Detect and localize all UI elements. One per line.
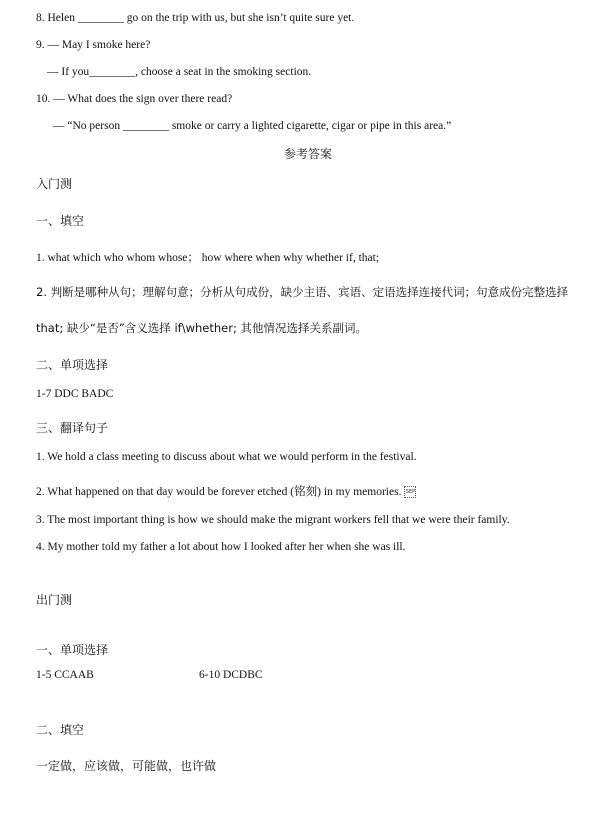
fill-blank-item-1: 1. what which who whom whose； how where when why whether if, that; [36, 252, 380, 264]
translation-sentence-2-text: 2. What happened on that day would be forever etched (铭刻) in my memories. [36, 486, 402, 498]
multiple-choice-heading: 二、单项选择 [36, 358, 109, 372]
translation-sentence-4: 4. My mother told my father a lot about how I looked after her when she was ill. [36, 541, 406, 553]
fill-blank-item-2: 2. 判断是哪种从句；理解句意；分析从句成份，缺少主语、宾语、定语选择连接代词；句意成份完整选择 [36, 285, 569, 299]
exit-test-heading: 出门测 [36, 593, 73, 607]
question-10-reply: — “No person ________ smoke or carry a lighted cigarette, cigar or pipe in this area.” [53, 120, 452, 132]
exit-fill-blank-heading: 二、填空 [36, 723, 85, 737]
separator-mark-icon: SEP [404, 486, 416, 498]
multiple-choice-answers: 1-7 DDC BADC [36, 388, 114, 400]
question-10: 10. — What does the sign over there read? [36, 93, 233, 105]
translation-sentence-3: 3. The most important thing is how we should make the migrant workers fell that we were their family. [36, 514, 510, 526]
translation-heading: 三、翻译句子 [36, 421, 109, 435]
exit-multiple-choice-heading: 一、单项选择 [36, 643, 109, 657]
translation-sentence-2 [36, 483, 416, 499]
question-9-reply: — If you________, choose a seat in the smoking section. [47, 66, 312, 78]
exit-fill-blank-answer: 一定做，应该做，可能做，也许做 [36, 759, 217, 773]
question-9: 9. — May I smoke here? [36, 39, 151, 51]
entry-test-heading: 入门测 [36, 177, 73, 191]
fill-blank-item-2-continued: that; 缺少“是否”含义选择 if\whether; 其他情况选择关系副词。 [36, 321, 367, 335]
translation-sentence-1: 1. We hold a class meeting to discuss about what we would perform in the festival. [36, 451, 417, 463]
question-8: 8. Helen ________ go on the trip with us, but she isn’t quite sure yet. [36, 12, 355, 24]
exit-multiple-choice-answers-6-10: 6-10 DCDBC [199, 669, 263, 681]
answer-key-title: 参考答案 [283, 147, 332, 161]
exit-multiple-choice-answers-1-5: 1-5 CCAAB [36, 669, 94, 681]
fill-blank-heading: 一、填空 [36, 214, 85, 228]
